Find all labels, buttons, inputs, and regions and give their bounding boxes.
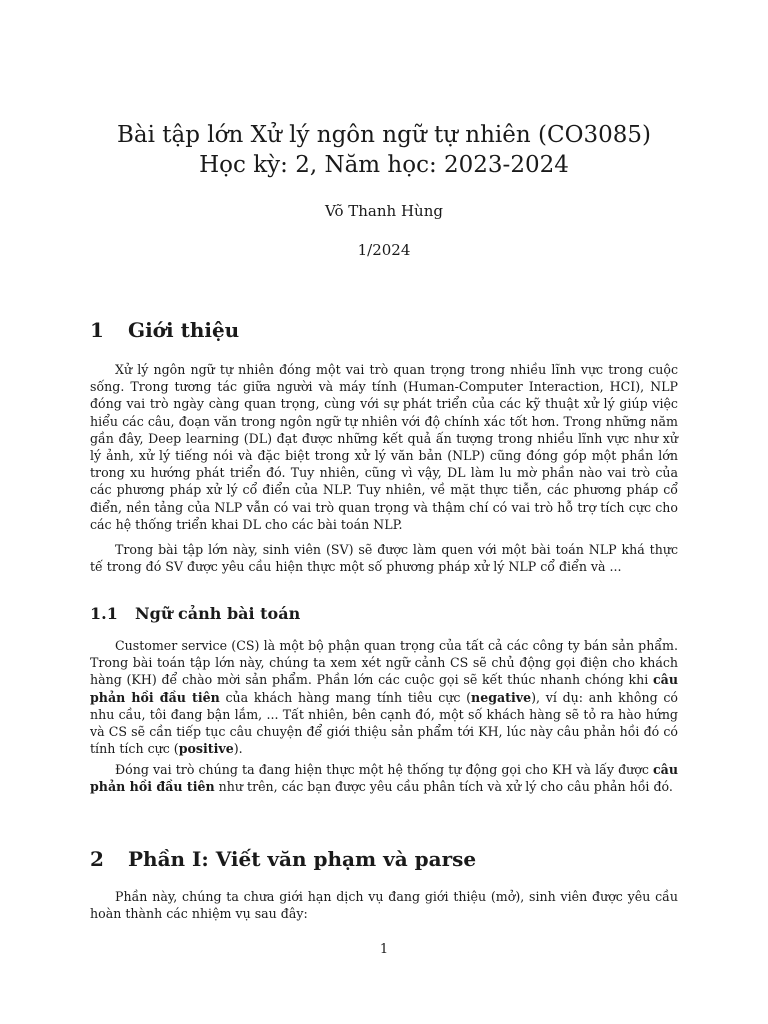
intro-paragraph-1: Xử lý ngôn ngữ tự nhiên đóng một vai trò quan trọng trong nhiều lĩnh vực trong cuộc sống. Trong tương tác giữa người và máy tính (Human-Computer Interaction, HCI), NLP đóng vai trò ngày càng quan trọng, cùng với sự phát triển của các kỹ thuật xử lý giúp việc hiểu các câu, đoạn văn trong ngôn ngữ tự nhiên với độ chính xác tốt hơn. Trong những năm gần đây, Deep learning (DL) đạt được những kết quả ấn tượng trong nhiều lĩnh vực như xử lý ảnh, xử lý tiếng nói và đặc biệt trong xử lý văn bản (NLP) cũng đóng góp một phần lớn trong xu hướng phát triển đó. Tuy nhiên, cũng vì vậy, DL làm lu mờ phần nào vai trò của các phương pháp xử lý cổ điển của NLP. Tuy nhiên, về mặt thực tiễn, các phương pháp cổ điển, nền tảng của NLP vẫn có vai trò quan trọng và thậm chí có vai trò hỗ trợ tích cực cho các hệ thống triển khai DL cho các bài toán NLP.	[90, 362, 678, 532]
text-run: Đóng vai trò chúng ta đang hiện thực một hệ thống tự động gọi cho KH và lấy được	[115, 762, 653, 777]
section-heading-1	[90, 318, 239, 342]
text-run: như trên, các bạn được yêu cầu phân tích và xử lý cho câu phản hồi đó.	[214, 779, 673, 795]
bold-term: câu phản hồi đầu tiên	[90, 672, 678, 705]
title-line-2: Học kỳ: 2, Năm học: 2023-2024	[199, 152, 569, 178]
section-heading-2	[90, 847, 476, 871]
text-run: ).	[233, 741, 243, 757]
subsection-number: 1.1	[90, 604, 118, 623]
section-number: 1	[90, 318, 104, 342]
section-title: Phần I: Viết văn phạm và parse	[128, 847, 477, 871]
date: 1/2024	[357, 241, 411, 259]
subsection-title: Ngữ cảnh bài toán	[135, 604, 301, 623]
context-paragraph-1	[90, 637, 678, 757]
page-number: 1	[379, 942, 389, 957]
text-run: ), ví dụ: anh không có nhu cầu, tôi đang bận lắm, ... Tất nhiên, bên cạnh đó, một số khách hàng sẽ tỏ ra hào hứng và CS sẽ cần tiếp tục câu chuyện để giới thiệu sản phẩm tới KH, lúc này câu phản hồi đó có tính tích cực (	[90, 689, 678, 757]
document-title	[0, 120, 768, 180]
author: Võ Thanh Hùng	[325, 202, 443, 220]
bold-term: negative	[471, 689, 532, 705]
bold-term: câu phản hồi đầu tiên	[90, 762, 678, 795]
section-title: Giới thiệu	[128, 318, 240, 342]
text-run: Customer service (CS) là một bộ phận quan trọng của tất cả các công ty bán sản phẩm. Trong bài toán tập lớn này, chúng ta xem xét ngữ cảnh CS sẽ chủ động gọi điện cho khách hàng (KH) để chào mời sản phẩm. Phần lớn các cuộc gọi sẽ kết thúc nhanh chóng khi	[90, 638, 678, 688]
text-run: của khách hàng mang tính tiêu cực (	[219, 689, 472, 705]
context-paragraph-2	[90, 761, 678, 795]
intro-paragraph-2: Trong bài tập lớn này, sinh viên (SV) sẽ được làm quen với một bài toán NLP khá thực tế trong đó SV được yêu cầu hiện thực một số phương pháp xử lý NLP cổ điển và ...	[90, 542, 678, 575]
title-line-1: Bài tập lớn Xử lý ngôn ngữ tự nhiên (CO3085)	[117, 122, 651, 148]
bold-term: positive	[178, 741, 234, 757]
section-number: 2	[90, 847, 104, 871]
subsection-heading-1-1	[90, 604, 300, 623]
part1-paragraph: Phần này, chúng ta chưa giới hạn dịch vụ đang giới thiệu (mở), sinh viên được yêu cầu hoàn thành các nhiệm vụ sau đây:	[90, 889, 678, 922]
